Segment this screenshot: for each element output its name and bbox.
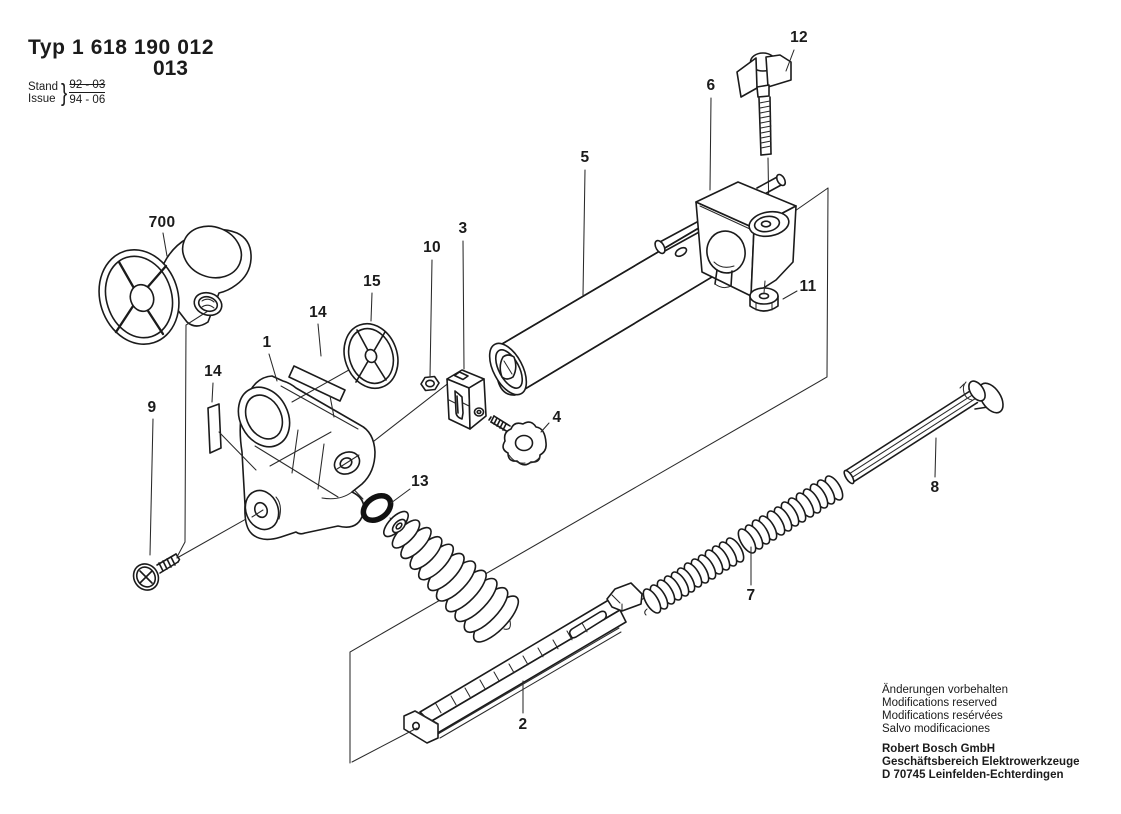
type-number-line2: 013 <box>152 57 188 80</box>
issue-label: Issue <box>28 92 56 105</box>
part-700-handwheel <box>87 218 251 355</box>
part-7-spring <box>640 473 846 615</box>
part-label-clamp-piece: 3 <box>458 220 468 237</box>
part-label-scale-rail: 2 <box>518 716 528 733</box>
part-3-clamp-piece <box>447 370 486 429</box>
revision-brace: } <box>61 78 68 107</box>
part-9-screw <box>129 554 180 595</box>
part-label-guide-tube: 5 <box>580 149 590 166</box>
revision-date-old: 92 - 03 <box>69 79 106 91</box>
company-division: Geschäftsbereich Elektrowerkzeuge <box>882 756 1080 768</box>
part-label-hex-nut: 11 <box>799 278 817 295</box>
part-label-bracket: 1 <box>262 334 272 351</box>
revision-date-new: 94 - 06 <box>69 94 106 106</box>
company-address: D 70745 Leinfelden-Echterdingen <box>882 769 1064 781</box>
part-label-star-knob: 4 <box>552 409 562 426</box>
part-12-wing-screw <box>737 53 791 155</box>
part-label-label-plate-left: 14 <box>204 363 222 380</box>
part-4-star-knob <box>489 416 546 465</box>
part-5-guide-tube <box>482 222 722 401</box>
part-10-nut <box>421 377 439 391</box>
part-15-wheel <box>335 316 406 396</box>
company-name: Robert Bosch GmbH <box>882 743 996 755</box>
part-8-splined-rod <box>842 378 1008 485</box>
footer-legal <box>882 684 1080 782</box>
part-label-screw: 9 <box>147 399 157 416</box>
type-number-line1: Typ 1 618 190 012 <box>28 36 215 59</box>
note-line-en: Modifications reserved <box>882 697 998 709</box>
part-label-handwheel-assembly: 700 <box>148 214 176 231</box>
part-label-wing-screw: 12 <box>790 29 808 46</box>
note-line-de: Änderungen vorbehalten <box>882 684 1008 696</box>
part-label-nut-small: 10 <box>423 239 441 256</box>
part-label-splined-rod: 8 <box>930 479 940 496</box>
stand-label: Stand <box>28 80 59 93</box>
large-coil-spring <box>380 508 525 649</box>
part-label-o-ring: 13 <box>411 473 429 490</box>
note-line-es: Salvo modificaciones <box>882 723 991 735</box>
part-label-label-plate-right: 14 <box>309 304 327 321</box>
part-label-wheel: 15 <box>363 273 381 290</box>
part-label-clamp-block: 6 <box>706 77 716 94</box>
part-1-bracket <box>229 376 375 539</box>
note-line-fr: Modifications resérvées <box>882 710 1003 722</box>
part-label-spring: 7 <box>746 587 756 604</box>
